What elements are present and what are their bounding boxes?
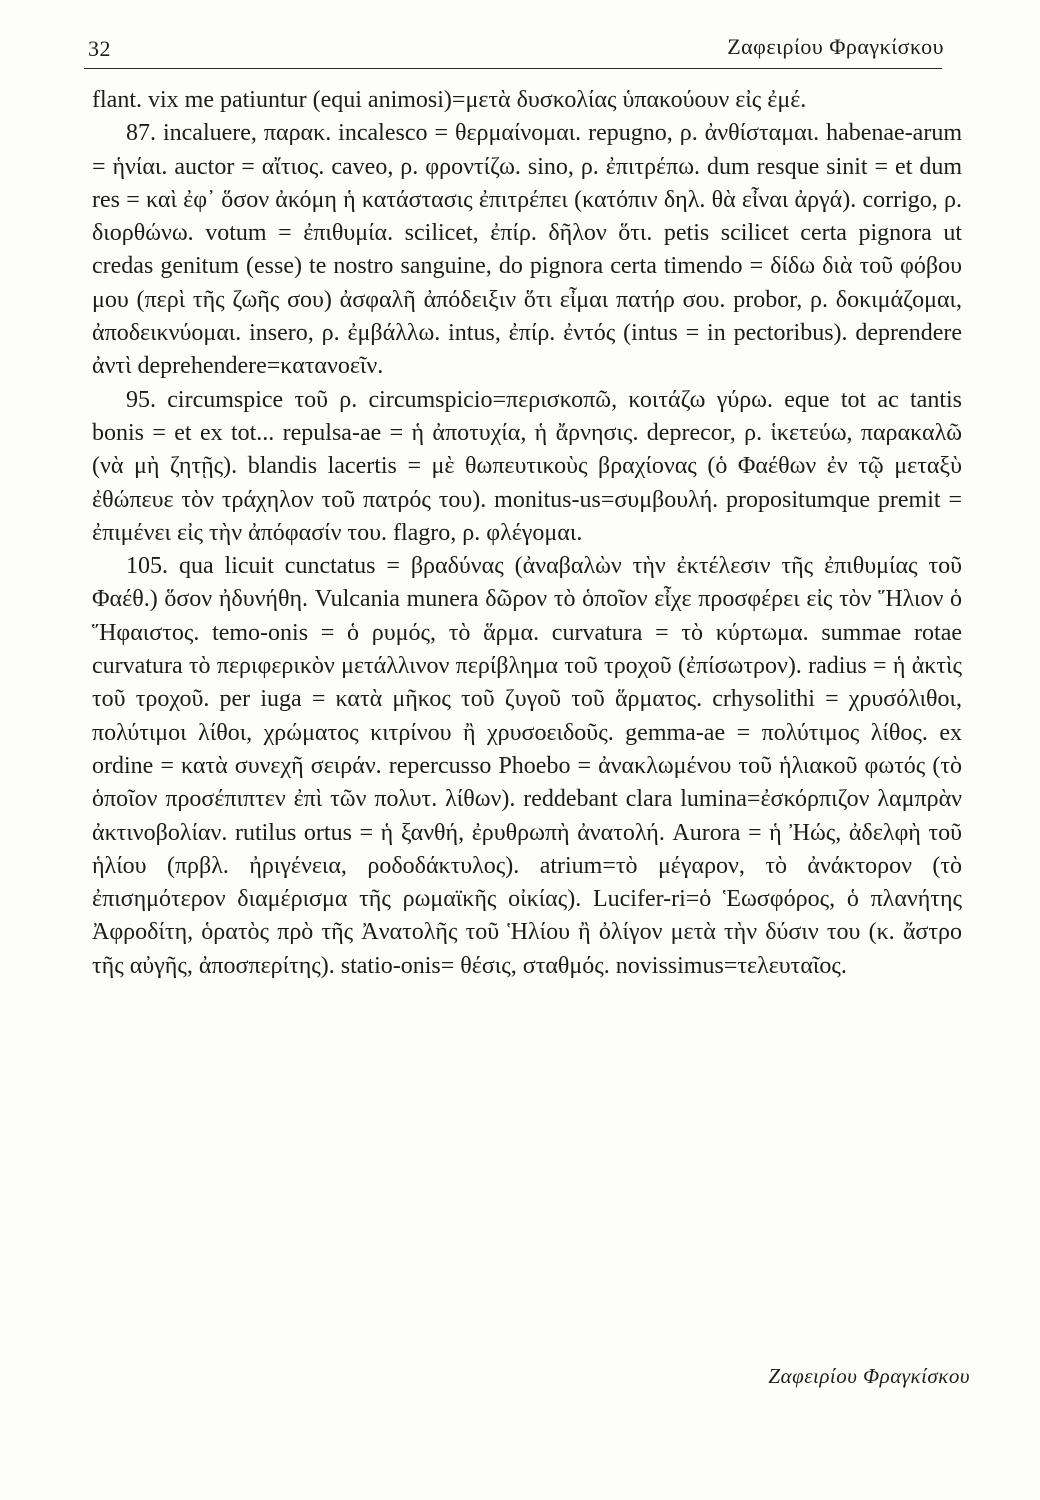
paragraph-105: 105. qua licuit cunctatus = βραδύνας (ἀναβαλὼν τὴν ἐκτέλεσιν τῆς ἐπιθυμίας τοῦ Φαέθ.) ὅσον ἠδυνήθη. Vulcania munera δῶρον τὸ ὁποῖον εἶχε προσφέρει εἰς τὸν Ἥλιον ὁ Ἥφαιστος. temo-onis = ὁ ρυμός, τὸ ἅρμα. curvatura = τὸ κύρτωμα. summae rotae curvatura τὸ περιφερικὸν μετάλλινον περίβλημα τοῦ τροχοῦ (ἐπίσωτρον). radius = ἡ ἀκτὶς τοῦ τροχοῦ. per iuga = κατὰ μῆκος τοῦ ζυγοῦ τοῦ ἅρματος. crhysolithi = χρυσόλιθοι, πολύτιμοι λίθοι, χρώματος κιτρίνου ἢ χρυσοειδοῦς. gemma-ae = πολύτιμος λίθος. ex ordine = κατὰ συνεχῆ σειράν. repercusso Phoebo = ἀνακλωμένου τοῦ ἡλιακοῦ φωτός (τὸ ὁποῖον προσέπιπτεν ἐπὶ τῶν πολυτ. λίθων). reddebant clara lumina=ἐσκόρπιζον λαμπρὰν ἀκτινοβολίαν. rutilus ortus = ἡ ξανθή, ἐρυθρωπὴ ἀνατολή. Aurora = ἡ Ἠώς, ἀδελφὴ τοῦ ἡλίου (πρβλ. ἠριγένεια, ροδοδάκτυλος). atrium=τὸ μέγαρον, τὸ ἀνάκτορον (τὸ ἐπισημότερον διαμέρισμα τῆς ρωμαϊκῆς οἰκίας). Lucifer-ri=ὁ Ἑωσφόρος, ὁ πλανήτης Ἀφροδίτη, ὁρατὸς πρὸ τῆς Ἀνατολῆς τοῦ Ἡλίου ἢ ὀλίγον μετὰ τὴν δύσιν του (κ. ἄστρο τῆς αὐγῆς, ἀποσπερίτης). statio-onis= θέσις, σταθμός. novissimus=τελευταῖος. [92,553,962,979]
paragraph-continuation: flant. vix me patiuntur (equi animosi)=μετὰ δυσκολίας ὑπακούουν εἰς ἐμέ. [92,87,807,113]
header-rule [84,68,942,69]
running-head: Ζαφειρίου Φραγκίσκου [727,34,944,59]
page-header [84,30,944,68]
paragraph-95: 95. circumspice τοῦ ρ. circumspicio=περισκοπῶ, κοιτάζω γύρω. eque tot ac tantis bonis = et ex tot... repulsa-ae = ἡ ἀποτυχία, ἡ ἄρνησις. deprecor, ρ. ἱκετεύω, παρακαλῶ (νὰ μὴ ζητῇς). blandis lacertis = μὲ θωπευτικοὺς βραχίονας (ὁ Φαέθων ἐν τῷ μεταξὺ ἐθώπευε τὸν τράχηλον τοῦ πατρός του). monitus-us=συμβουλή. propositumque premit = ἐπιμένει εἰς τὴν ἀπόφασίν του. flagro, ρ. φλέγομαι. [92,386,962,546]
page-number: 32 [88,36,111,61]
author-signature: Ζαφειρίου Φραγκίσκου [768,1364,970,1388]
paragraph-87: 87. incaluere, παρακ. incalesco = θερμαίνομαι. repugno, ρ. ἀνθίσταμαι. habenae-arum = ἡνίαι. auctor = αἴτιος. caveo, ρ. φροντίζω. sino, ρ. ἐπιτρέπω. dum resque sinit = et dum res = καὶ ἐφ᾽ ὅσον ἀκόμη ἡ κατάστασις ἐπιτρέπει (κατόπιν δηλ. θὰ εἶναι ἀργά). corrigo, ρ. διορθώνω. votum = ἐπιθυμία. scilicet, ἐπίρ. δῆλον ὅτι. petis scilicet certa pignora ut credas genitum (esse) te nostro sanguine, do pignora certa timendo = δίδω διὰ τοῦ φόβου μου (περὶ τῆς ζωῆς σου) ἀσφαλῆ ἀπόδειξιν ὅτι εἶμαι πατήρ σου. probor, ρ. δοκιμάζομαι, ἀποδεικνύομαι. insero, ρ. ἐμβάλλω. intus, ἐπίρ. ἐντός (intus = in pectoribus). deprendere ἀντὶ deprehendere=κατανοεῖν. [92,120,962,380]
body-text [92,84,962,983]
